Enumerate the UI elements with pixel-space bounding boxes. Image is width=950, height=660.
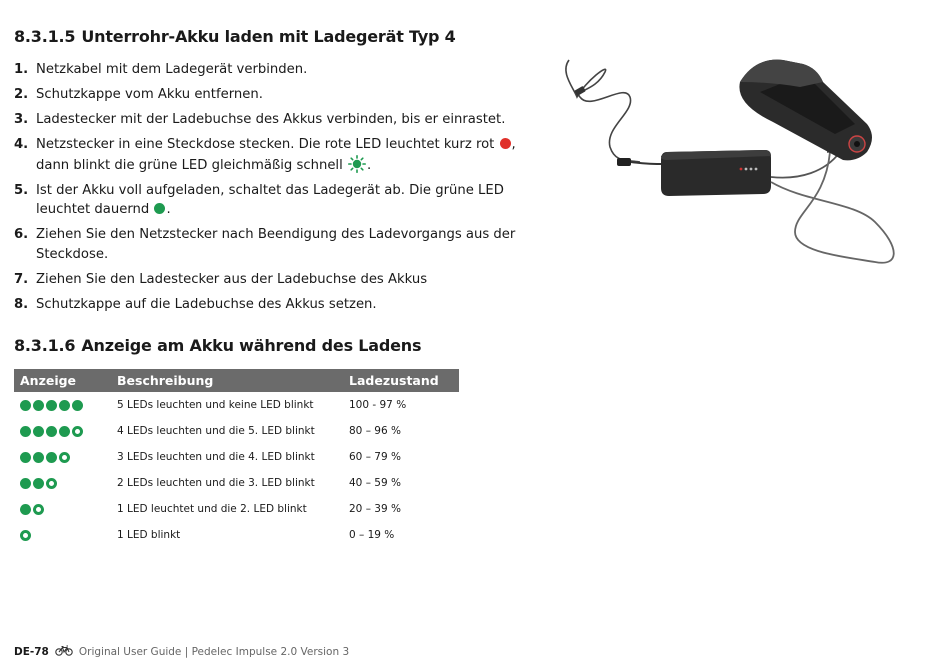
led-blinking-icon (72, 426, 83, 437)
list-item: 8. Schutzkappe auf die Ladebuchse des Akkus setzen. (14, 296, 377, 312)
table-row (14, 496, 459, 522)
list-item: 5. Ist der Akku voll aufgeladen, schaltet das Ladegerät ab. Die grüne LED leuchtet dauernd . (14, 182, 504, 217)
section-number: 8.3.1.6 (14, 336, 76, 355)
led-blinking-icon (46, 478, 57, 489)
blinking-green-led-icon (348, 155, 366, 173)
red-led-icon (500, 138, 511, 149)
charge-level-cell: 0 – 19 % (349, 529, 395, 541)
led-description-cell: 4 LEDs leuchten und die 5. LED blinkt (117, 425, 315, 437)
led-description-cell: 2 LEDs leuchten und die 3. LED blinkt (117, 477, 315, 489)
led-lit-icon (33, 426, 44, 437)
column-header-ladezustand: Ladezustand (343, 369, 459, 392)
led-indicator-cell (14, 418, 111, 444)
green-led-icon (154, 203, 165, 214)
list-item: 2. Schutzkappe vom Akku entfernen. (14, 87, 263, 102)
led-lit-icon (59, 426, 70, 437)
table-row (14, 392, 459, 418)
page-footer (14, 645, 349, 658)
led-lit-icon (20, 452, 31, 463)
led-indicator-cell (14, 392, 111, 418)
led-description-cell: 1 LED leuchtet und die 2. LED blinkt (117, 503, 307, 515)
led-description-cell: 3 LEDs leuchten und die 4. LED blinkt (117, 451, 315, 463)
list-item: 3. Ladestecker mit der Ladebuchse des Akkus verbinden, bis er einrastet. (14, 112, 506, 127)
section-title: Unterrohr-Akku laden mit Ladegerät Typ 4 (81, 27, 456, 46)
table-row (14, 470, 459, 496)
bicycle-icon (55, 645, 73, 656)
led-lit-icon (46, 426, 57, 437)
section-number: 8.3.1.5 (14, 27, 76, 46)
charge-level-cell: 80 – 96 % (349, 425, 401, 437)
column-header-beschreibung: Beschreibung (111, 369, 343, 392)
list-item: 7. Ziehen Sie den Ladestecker aus der Ladebuchse des Akkus (14, 271, 428, 287)
section-title: Anzeige am Akku während des Ladens (81, 336, 422, 355)
led-lit-icon (33, 400, 44, 411)
led-status-table (14, 369, 459, 548)
led-lit-icon (20, 478, 31, 489)
section-heading-charging (14, 27, 456, 46)
charger-battery-photo (555, 52, 905, 274)
charge-level-cell: 20 – 39 % (349, 503, 401, 515)
led-status-rows (14, 392, 459, 548)
page-number: DE-78 (14, 646, 49, 658)
list-item: 4. Netzstecker in eine Steckdose stecken. Die rote LED leuchtet kurz rot , dann blinkt die grüne LED gleichmäßig schnell . (14, 137, 516, 173)
led-lit-icon (33, 452, 44, 463)
table-header-row (14, 369, 459, 392)
led-lit-icon (72, 400, 83, 411)
led-indicator-cell (14, 496, 111, 522)
led-lit-icon (20, 426, 31, 437)
column-header-anzeige: Anzeige (14, 369, 111, 392)
led-lit-icon (46, 400, 57, 411)
led-lit-icon (46, 452, 57, 463)
charge-level-cell: 60 – 79 % (349, 451, 401, 463)
led-blinking-icon (20, 530, 31, 541)
section-heading-led-display (14, 336, 421, 355)
led-description-cell: 1 LED blinkt (117, 529, 181, 541)
led-lit-icon (20, 400, 31, 411)
led-blinking-icon (33, 504, 44, 515)
charge-level-cell: 100 - 97 % (349, 399, 407, 411)
list-item: 1. Netzkabel mit dem Ladegerät verbinden. (14, 62, 308, 77)
led-lit-icon (20, 504, 31, 515)
led-lit-icon (59, 400, 70, 411)
charge-level-cell: 40 – 59 % (349, 477, 401, 489)
led-blinking-icon (59, 452, 70, 463)
led-lit-icon (33, 478, 44, 489)
led-indicator-cell (14, 522, 111, 548)
table-row (14, 444, 459, 470)
charging-steps-list (14, 60, 539, 320)
table-row (14, 522, 459, 548)
led-indicator-cell (14, 444, 111, 470)
led-description-cell: 5 LEDs leuchten und keine LED blinkt (117, 399, 314, 411)
led-indicator-cell (14, 470, 111, 496)
footer-text: Original User Guide | Pedelec Impulse 2.0 Version 3 (78, 646, 350, 658)
table-row (14, 418, 459, 444)
list-item: 6. Ziehen Sie den Netzstecker nach Beendigung des Ladevorgangs aus der Steckdose. (14, 227, 516, 262)
